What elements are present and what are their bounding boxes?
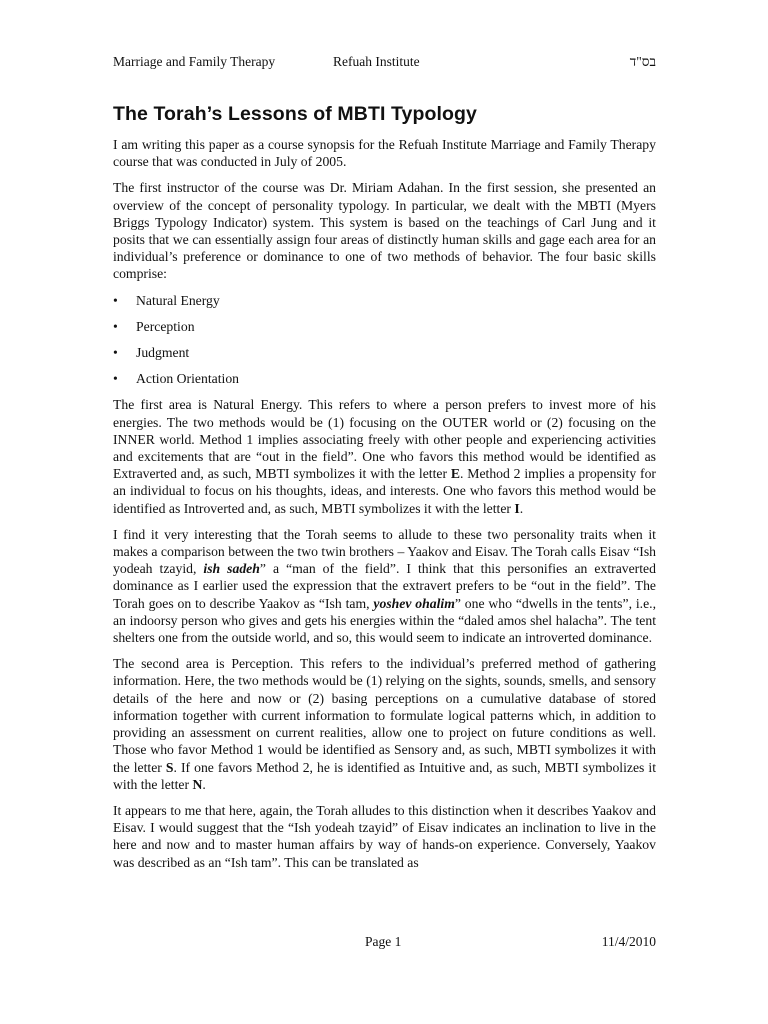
page-number: Page 1 xyxy=(365,934,402,949)
text-run: . If one favors Method 2, he is identified as Intuitive and, as such, MBTI symbolizes it with the letter xyxy=(113,759,656,792)
bullet-icon: • xyxy=(113,292,118,308)
document-body xyxy=(113,136,656,871)
list-item-text: Perception xyxy=(136,318,195,334)
footer-date: 11/4/2010 xyxy=(601,934,656,949)
paragraph-instructor: The first instructor of the course was Dr. Miriam Adahan. In the first session, she presented an overview of the concept of personality typology. In particular, we dealt with the MBTI (Myers Briggs Typology Indicator) system. This system is based on the teachings of Carl Jung and it posits that we can essentially assign four areas of distinctly human skills and gage each area for an individual’s preference or dominance to one of two methods of behavior. The four basic skills comprise: xyxy=(113,180,656,282)
paragraph-perception xyxy=(113,655,656,793)
text-run: . Method 2 implies a propensity for an individual to focus on his thoughts, ideas, and interests. One who favors this method would be identified as Introverted and, as such, MBTI symbolizes it with the letter xyxy=(113,466,656,516)
list-item xyxy=(113,370,656,387)
text-run: . xyxy=(202,776,206,792)
emphasis-ish-sadeh: ish sadeh xyxy=(203,561,260,577)
header-institute-name: Refuah Institute xyxy=(333,54,420,69)
list-item-text: Judgment xyxy=(136,345,190,361)
bullet-icon: • xyxy=(113,318,118,334)
list-item xyxy=(113,292,656,309)
paragraph-torah-energy xyxy=(113,526,656,646)
text-run: . xyxy=(519,500,524,516)
bullet-icon: • xyxy=(113,371,118,387)
paragraph-natural-energy xyxy=(113,396,656,516)
paragraph-intro: I am writing this paper as a course synopsis for the Refuah Institute Marriage and Family Therapy course that was conducted in July of 2005. xyxy=(113,137,656,170)
text-run: ” one who “dwells in the tents”, i.e., an indoorsy person who gives and gets his energies within the “daled amos shel halacha”. The tent shelters one from the outside world, and so, this would seem to indicate an introverted dominance. xyxy=(113,595,656,646)
header-hebrew-mark: בס"ד xyxy=(629,54,656,69)
list-item-text: Natural Energy xyxy=(136,292,220,308)
header-course-name: Marriage and Family Therapy xyxy=(113,54,276,69)
text-run: The first area is Natural Energy. This refers to where a person prefers to invest more of his energies. The two methods would be (1) focusing on the OUTER world or (2) focusing on the INNER world. Method 1 implies associating freely with other people and experiencing activities and excitements that are “out in the field”. One who favors this method would be identified as Extraverted and, as such, MBTI symbolizes it with the letter xyxy=(113,397,656,482)
letter-i: I xyxy=(514,500,520,516)
text-run: I find it very interesting that the Torah seems to allude to these two personality traits when it makes a comparison between the two twin brothers – Yaakov and Eisav. The Torah calls Eisav “Ish yodeah tzayid, xyxy=(113,526,656,577)
list-item xyxy=(113,344,656,361)
letter-n: N xyxy=(192,776,203,792)
bullet-icon: • xyxy=(113,345,118,361)
text-run: The second area is Perception. This refers to the individual’s preferred method of gathering information. Here, the two methods would be (1) relying on the sights, sounds, smells, and sensory details of the here and now or (2) basing perceptions on a cumulative database of stored information together with current information to formulate logical patterns which, in addition to providing an assessment on current realities, allow one to project on future conditions as well. Those who favor Method 1 would be identified as Sensory and, as such, MBTI symbolizes it with the letter xyxy=(113,656,656,775)
text-run: ” a “man of the field”. I think that this personifies an extraverted dominance as I earlier used the expression that the extravert prefers to be “out in the field”. The Torah goes on to describe Yaakov as “Ish tam, xyxy=(113,561,656,611)
page-footer xyxy=(113,934,656,952)
letter-e: E xyxy=(450,466,461,482)
page-header xyxy=(113,54,656,72)
document-title: The Torah’s Lessons of MBTI Typology xyxy=(113,103,478,125)
skills-list xyxy=(113,292,656,388)
emphasis-yoshev-ohalim: yoshev ohalim xyxy=(373,595,455,611)
list-item xyxy=(113,318,656,335)
letter-s: S xyxy=(165,759,174,775)
paragraph-torah-perception: It appears to me that here, again, the Torah alludes to this distinction when it describes Yaakov and Eisav. I would suggest that the “Ish yodeah tzayid” of Eisav indicates an inclination to live in the here and now and to master human affairs by way of hands-on experience. Conversely, Yaakov was described as an “Ish tam”. This can be translated as xyxy=(113,802,656,870)
list-item-text: Action Orientation xyxy=(136,371,240,387)
